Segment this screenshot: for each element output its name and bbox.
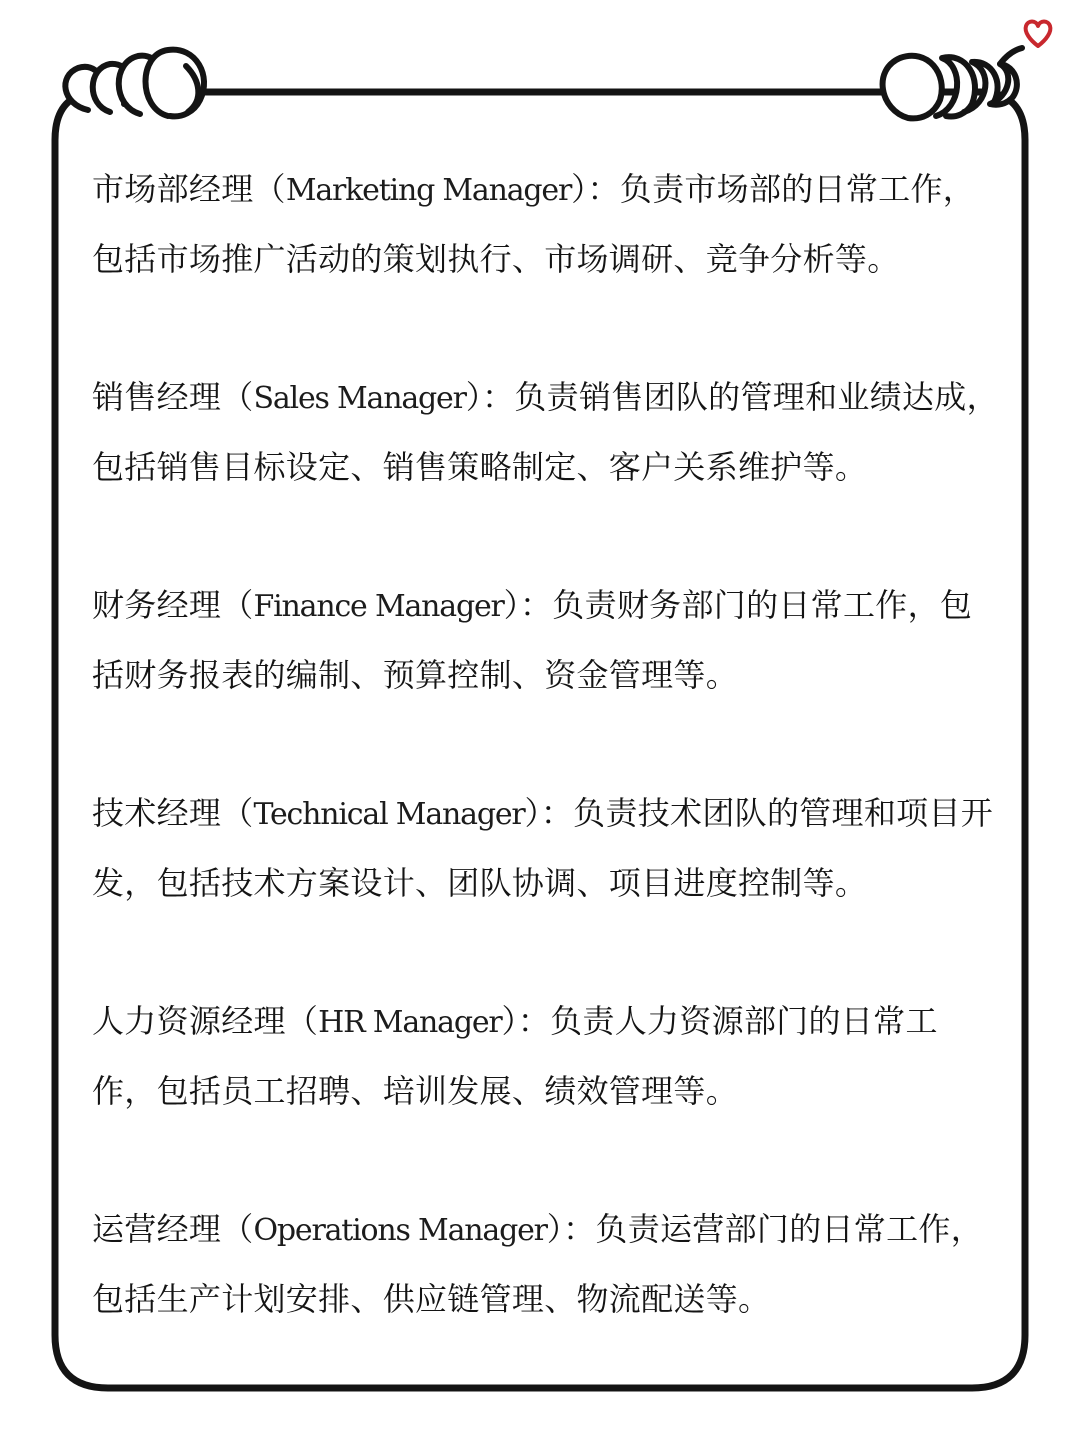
colon: ： [587,170,620,208]
colon: ： [482,378,515,416]
close-paren: ） [501,1002,518,1040]
heart-icon [1026,22,1051,47]
colon: ： [519,586,553,624]
close-paren: ） [546,1210,564,1248]
open-paren: （ [221,794,254,832]
role-description: 负责技术团队的管理和项目开发，包括技术方案设计、团队协调、项目进度控制等。 [92,794,994,902]
role-title: 市场部经理 [92,170,254,208]
role-description: 负责市场部的日常工作，包括市场推广活动的策划执行、市场调研、竞争分析等。 [92,170,976,278]
role-english-name: Operations Manager [253,1213,547,1248]
role-description: 负责销售团队的管理和业绩达成，包括销售目标设定、销售策略制定、客户关系维护等。 [92,378,999,486]
role-description: 负责财务部门的日常工作，包括财务报表的编制、预算控制、资金管理等。 [92,586,973,694]
role-description: 负责人力资源部门的日常工作，包括员工招聘、培训发展、绩效管理等。 [92,1002,938,1110]
role-english-name: Technical Manager [253,797,525,832]
role-entry [92,155,1002,293]
close-paren: ） [465,378,483,416]
scroll-curl-icon [65,50,204,117]
open-paren: （ [221,378,254,416]
role-english-name: Marketing Manager [285,173,572,208]
role-english-name: HR Manager [318,1005,502,1040]
colon: ： [517,1002,551,1040]
close-paren: ） [524,794,541,832]
role-title: 财务经理 [92,586,222,624]
card-content [92,155,1002,1403]
open-paren: （ [253,170,286,208]
role-title: 运营经理 [92,1210,222,1248]
role-title: 技术经理 [92,794,222,832]
role-english-name: Sales Manager [253,381,466,416]
role-title: 销售经理 [92,378,222,416]
role-english-name: Finance Manager [253,589,504,624]
open-paren: （ [221,1210,254,1248]
role-description: 负责运营部门的日常工作，包括生产计划安排、供应链管理、物流配送等。 [92,1210,984,1318]
colon: ： [540,794,574,832]
close-paren: ） [571,170,588,208]
role-entry [92,779,1002,917]
role-entry [92,363,1002,501]
open-paren: （ [285,1002,319,1040]
open-paren: （ [221,586,254,624]
colon: ： [563,1210,596,1248]
role-entry [92,571,1002,709]
role-entry [92,1195,1002,1333]
close-paren: ） [503,586,520,624]
role-entry [92,987,1002,1125]
role-title: 人力资源经理 [92,1002,286,1040]
